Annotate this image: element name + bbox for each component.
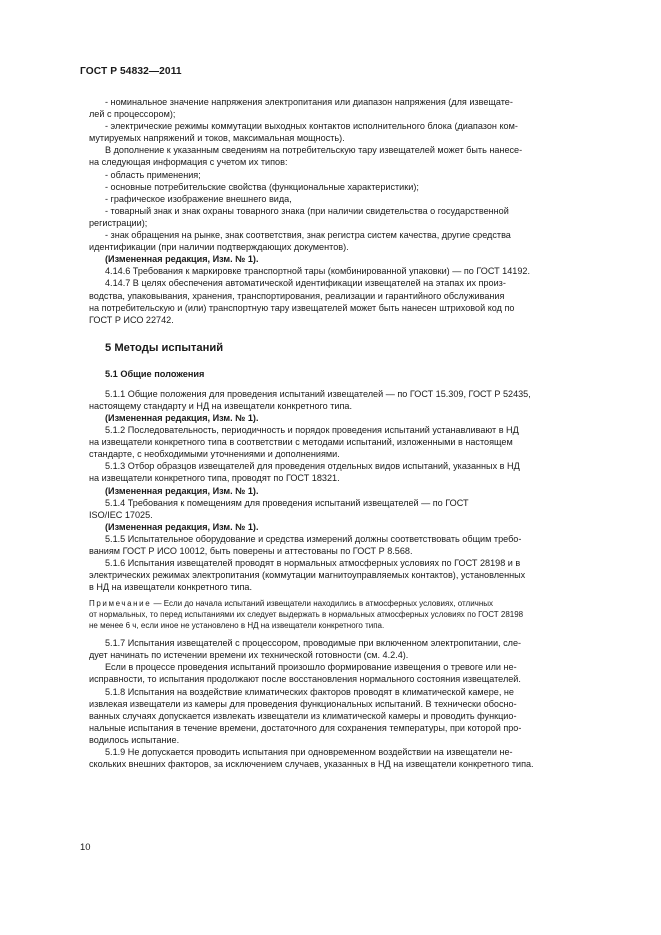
text-line: 5.1.7 Испытания извещателей с процессором, проводимые при включенном электропитании, сле- [105, 638, 522, 649]
text-line: извлекая извещатели из камеры для проведения функциональных испытаний. В технически обосно- [89, 698, 517, 709]
note-line: от нормальных, то перед испытаниями их следует выдержать в нормальных атмосферных условиях по ГОСТ 28198 [89, 609, 524, 619]
text-line: настоящему стандарту и НД на извещатели конкретного типа. [89, 400, 353, 411]
text-line: 5.1.6 Испытания извещателей проводят в нормальных атмосферных условиях по ГОСТ 28198 и в [105, 558, 521, 569]
section-title: 5 Методы испытаний [105, 341, 224, 354]
text-line: стандарте, с необходимыми уточнениями и дополнениями. [89, 449, 340, 460]
text-line: 5.1.5 Испытательное оборудование и средства измерений должны соответствовать общим требо- [105, 533, 522, 544]
text-line: водилось испытание. [89, 734, 180, 745]
amendment-note: (Измененная редакция, Изм. № 1). [105, 521, 259, 532]
text-line: ваниям ГОСТ Р ИСО 10012, быть поверены и аттестованы по ГОСТ Р 8.568. [89, 546, 413, 556]
text-line: ГОСТ Р ИСО 22742. [89, 314, 174, 325]
text-line: регистрации); [89, 217, 148, 228]
text-line: электрических режимах электропитания (коммутации магнитоуправляемых контактов), установленных [89, 570, 526, 581]
page-content [89, 96, 607, 770]
text-line: 5.1.3 Отбор образцов извещателей для проведения отдельных видов испытаний, указанных в НД [105, 461, 520, 472]
text-line: - область применения; [105, 169, 201, 180]
text-line: - графическое изображение внешнего вида, [105, 193, 292, 204]
text-line: исправности, то испытания продолжают после восстановления нормального состояния извещателей. [89, 674, 521, 685]
running-header: ГОСТ Р 54832—2011 [80, 66, 182, 77]
text-line: на следующая информация с учетом их типов: [89, 157, 288, 168]
text-line: скольких внешних факторов, за исключением случаев, указанных в НД на извещатели конкретного типа. [89, 759, 534, 770]
text-line: ванных случаях допускается извлекать извещатели из климатической камеры и проводить функцио- [89, 710, 517, 721]
text-line: дует начинать по истечении времени их технической готовности (см. 4.2.4). [89, 650, 409, 661]
text-line: 4.14.7 В целях обеспечения автоматической идентификации извещателей на этапах их произ- [105, 278, 506, 289]
text-line: Если в процессе проведения испытаний произошло формирование извещения о тревоге или не- [105, 662, 517, 673]
text-line: - электрические режимы коммутации выходных контактов исполнительного блока (диапазон ком- [105, 121, 518, 132]
text-line: 4.14.6 Требования к маркировке транспортной тары (комбинированной упаковки) — по ГОСТ 14192. [105, 266, 530, 277]
clause-5-1-7-block [89, 637, 607, 770]
note-line: — Если до начала испытаний извещатели находились в атмосферных условиях, отличных [151, 599, 494, 609]
text-line: ISO/IEC 17025. [89, 509, 153, 520]
text-line: мутируемых напряжений и токов, максимальная мощность). [89, 133, 345, 144]
amendment-note: (Измененная редакция, Изм. № 1). [105, 254, 259, 265]
text-line: идентификации (при наличии подтверждающих документов). [89, 242, 349, 253]
text-line: - знак обращения на рынке, знак соответствия, знак регистра систем качества, другие средства [105, 230, 511, 241]
text-line: 5.1.4 Требования к помещениям для проведения испытаний извещателей — по ГОСТ [105, 497, 469, 508]
text-line: 5.1.1 Общие положения для проведения испытаний извещателей — по ГОСТ 15.309, ГОСТ Р 52435, [105, 388, 531, 399]
page-number: 10 [80, 841, 91, 852]
text-line: 5.1.2 Последовательность, периодичность и порядок проведения испытаний устанавливают в НД [105, 425, 519, 436]
text-line: лей с процессором); [89, 109, 176, 120]
amendment-note: (Измененная редакция, Изм. № 1). [105, 485, 259, 496]
text-line: 5.1.9 Не допускается проводить испытания при одновременном воздействии на извещатели не- [105, 747, 513, 757]
text-line: 5.1.8 Испытания на воздействие климатических факторов проводят в климатической камере, не [105, 686, 514, 697]
text-line: - номинальное значение напряжения электропитания или диапазон напряжения (для извещате- [105, 97, 513, 107]
text-line: на извещатели конкретного типа, проводят по ГОСТ 18321. [89, 473, 340, 484]
text-line: - товарный знак и знак охраны товарного знака (при наличии свидетельства о государственной [105, 205, 509, 216]
clause-5-1-block [89, 388, 607, 594]
subsection-title: 5.1 Общие положения [105, 368, 205, 379]
amendment-note: (Измененная редакция, Изм. № 1). [105, 412, 259, 423]
text-line: на потребительскую и (или) транспортную тару извещателей может быть нанесен штриховой код по [89, 302, 515, 313]
note-line: не менее 6 ч, если иное не установлено в НД на извещатели конкретного типа. [89, 620, 385, 630]
note-label: Примечание [89, 599, 152, 609]
note [89, 599, 607, 631]
text-line: В дополнение к указанным сведениям на потребительскую тару извещателей может быть нанесе- [105, 145, 523, 156]
text-line: на извещатели конкретного типа в соответствии с методами испытаний, изложенными в настоящем [89, 437, 513, 448]
text-line: - основные потребительские свойства (функциональные характеристики); [105, 181, 419, 192]
clause-4-14-block [89, 96, 607, 326]
text-line: нальные испытания в течение времени, достаточного для сохранения температуры, при которой про- [89, 722, 522, 733]
text-line: водства, упаковывания, хранения, транспортирования, реализации и гарантийного обслуживания [89, 290, 505, 301]
text-line: в НД на извещатели конкретного типа. [89, 582, 252, 593]
